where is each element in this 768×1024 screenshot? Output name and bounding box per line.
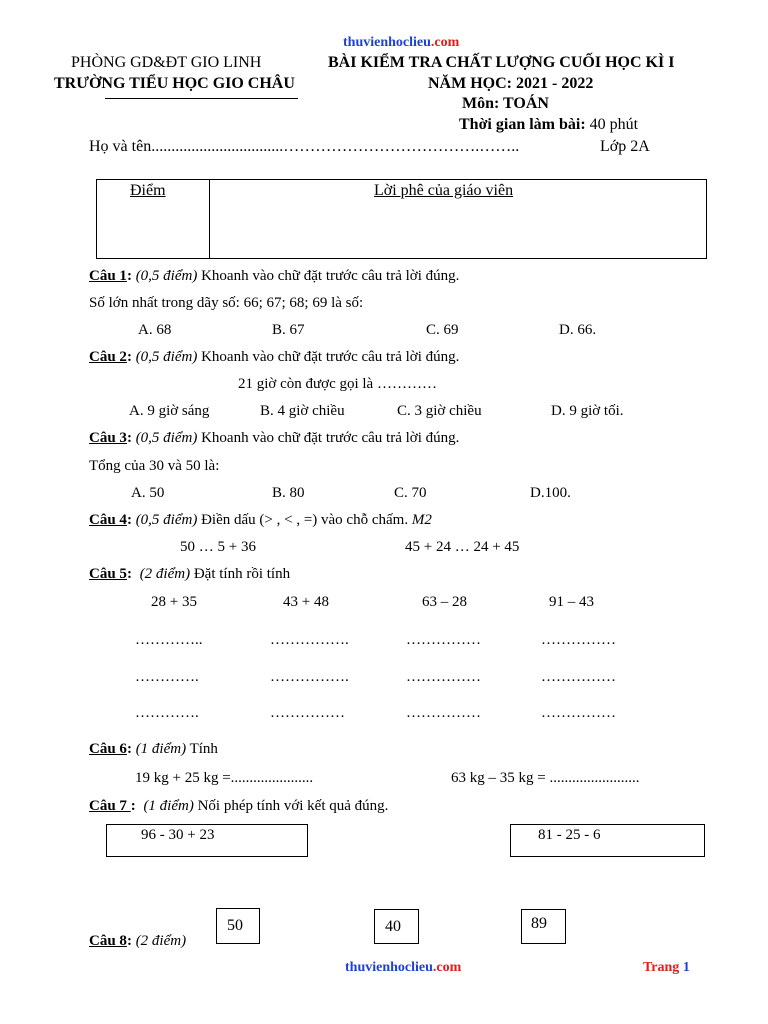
department-name: PHÒNG GD&ĐT GIO LINH [71,54,262,71]
question-4-heading: Câu 4: (0,5 điểm) Điền dấu (> , < , =) vào chỗ chấm. M2 [89,512,432,528]
school-underline [105,98,298,99]
question-3-points: (0,5 điểm) [135,430,198,446]
question-6-heading: Câu 6: (1 điểm) Tính [89,741,218,757]
duration-label: Thời gian làm bài: [459,116,586,133]
question-2-instruction: Khoanh vào chữ đặt trước câu trả lời đúng. [197,349,460,365]
question-5-dots: …………. [135,705,199,721]
question-7-expr-box-1 [106,824,308,857]
question-2-heading: Câu 2: (0,5 điểm) Khoanh vào chữ đặt trước câu trả lời đúng. [89,349,460,365]
question-5-dots: …………… [270,705,345,721]
question-7-expr-2: 81 - 25 - 6 [538,827,601,843]
question-5-expr-4: 91 – 43 [549,594,594,610]
question-4-level-tag: M2 [411,512,432,528]
page-number-value: 1 [682,960,690,975]
question-4-points: (0,5 điểm) [135,512,198,528]
question-5-label: Câu 5 [89,566,127,582]
question-7-heading: Câu 7 : (1 điểm) Nối phép tính với kết quả đúng. [89,798,389,814]
question-2-option-c: C. 3 giờ chiều [397,403,482,419]
student-name-line: Họ và tên.................................……………………………….…….. [89,138,520,155]
score-column-header: Điểm [130,182,166,199]
question-3-heading: Câu 3: (0,5 điểm) Khoanh vào chữ đặt trước câu trả lời đúng. [89,430,460,446]
question-3-option-c: C. 70 [394,485,427,501]
question-8-heading: Câu 8: (2 điểm) [89,933,187,949]
question-1-instruction: Khoanh vào chữ đặt trước câu trả lời đúng. [197,268,460,284]
question-8-points: (2 điểm) [135,933,187,949]
question-3-instruction: Khoanh vào chữ đặt trước câu trả lời đúng. [197,430,460,446]
score-table-divider [209,179,210,259]
question-5-expr-3: 63 – 28 [422,594,467,610]
question-6-points: (1 điểm) [135,741,187,757]
question-5-expr-2: 43 + 48 [283,594,329,610]
question-8-label: Câu 8 [89,933,127,949]
question-1-points: (0,5 điểm) [135,268,198,284]
question-2-option-a: A. 9 giờ sáng [129,403,210,419]
question-5-dots: …………… [541,669,616,685]
question-4-instruction: Điền dấu (> , < , =) vào chỗ chấm. [197,512,412,528]
question-1-option-d: D. 66. [559,322,597,338]
question-5-instruction: Đặt tính rồi tính [190,566,291,582]
question-3-label: Câu 3 [89,430,127,446]
question-4-item-2: 45 + 24 … 24 + 45 [405,539,520,555]
school-name: TRƯỜNG TIỂU HỌC GIO CHÂU [54,75,295,92]
page-number [643,960,690,976]
question-7-instruction: Nối phép tính với kết quả đúng. [193,798,389,814]
result-value-3: 89 [531,915,547,932]
question-5-dots: …………… [541,632,616,648]
question-5-dots: ………….. [135,632,203,648]
question-2-prompt: 21 giờ còn được gọi là ………… [238,376,437,392]
exam-title: BÀI KIỂM TRA CHẤT LƯỢNG CUỐI HỌC KÌ I [328,54,675,71]
question-2-label: Câu 2 [89,349,127,365]
teacher-comment-header: Lời phê của giáo viên [374,182,514,199]
question-7-points: (1 điểm) [143,798,194,814]
student-class: Lớp 2A [600,138,650,155]
footer-site-tld: .com [432,960,462,975]
duration-value: 40 phút [585,116,639,133]
question-5-dots: …………… [406,705,481,721]
question-1-option-c: C. 69 [426,322,459,338]
question-5-dots: …………… [406,669,481,685]
footer-watermark [345,960,461,976]
result-value-2: 40 [385,918,401,935]
question-4-label: Câu 4 [89,512,127,528]
question-3-option-b: B. 80 [272,485,305,501]
question-4-item-1: 50 … 5 + 36 [180,539,256,555]
question-2-option-b: B. 4 giờ chiều [260,403,345,419]
question-3-option-a: A. 50 [131,485,165,501]
question-5-dots: ……………. [270,632,349,648]
question-5-heading: Câu 5: (2 điểm) Đặt tính rồi tính [89,566,291,582]
question-1-prompt: Số lớn nhất trong dãy số: 66; 67; 68; 69 là số: [89,295,364,311]
question-5-dots: …………… [406,632,481,648]
question-3-option-d: D.100. [530,485,571,501]
question-5-dots: …………. [135,669,199,685]
question-7-expr-box-2 [510,824,705,857]
question-7-label: Câu 7 [89,798,131,814]
question-1-option-b: B. 67 [272,322,305,338]
school-year: NĂM HỌC: 2021 - 2022 [428,75,594,92]
exam-duration [459,116,638,134]
question-5-dots: …………… [541,705,616,721]
result-box-3 [521,909,566,944]
question-5-expr-1: 28 + 35 [151,594,197,610]
question-3-prompt: Tổng của 30 và 50 là: [89,458,220,474]
page-word: Trang [643,960,680,975]
question-6-item-1: 19 kg + 25 kg =...................... [135,770,314,786]
watermark-site-tld: .com [430,35,460,50]
question-6-instruction: Tính [186,741,218,757]
question-5-points: (2 điểm) [139,566,191,582]
question-1-label: Câu 1 [89,268,127,284]
question-6-label: Câu 6 [89,741,127,757]
question-2-points: (0,5 điểm) [135,349,198,365]
question-2-option-d: D. 9 giờ tối. [551,403,624,419]
result-value-1: 50 [227,917,243,934]
top-watermark [343,35,459,51]
result-box-2 [374,909,419,944]
footer-site-name: thuvienhoclieu [345,960,433,975]
result-box-1 [216,908,260,944]
question-1-heading: Câu 1: (0,5 điểm) Khoanh vào chữ đặt trước câu trả lời đúng. [89,268,460,284]
question-6-item-2: 63 kg – 35 kg = ........................ [451,770,640,786]
subject: Môn: TOÁN [462,95,549,112]
watermark-site-name: thuvienhoclieu [343,35,431,50]
question-5-dots: ……………. [270,669,349,685]
question-1-option-a: A. 68 [138,322,172,338]
question-7-expr-1: 96 - 30 + 23 [141,827,215,843]
